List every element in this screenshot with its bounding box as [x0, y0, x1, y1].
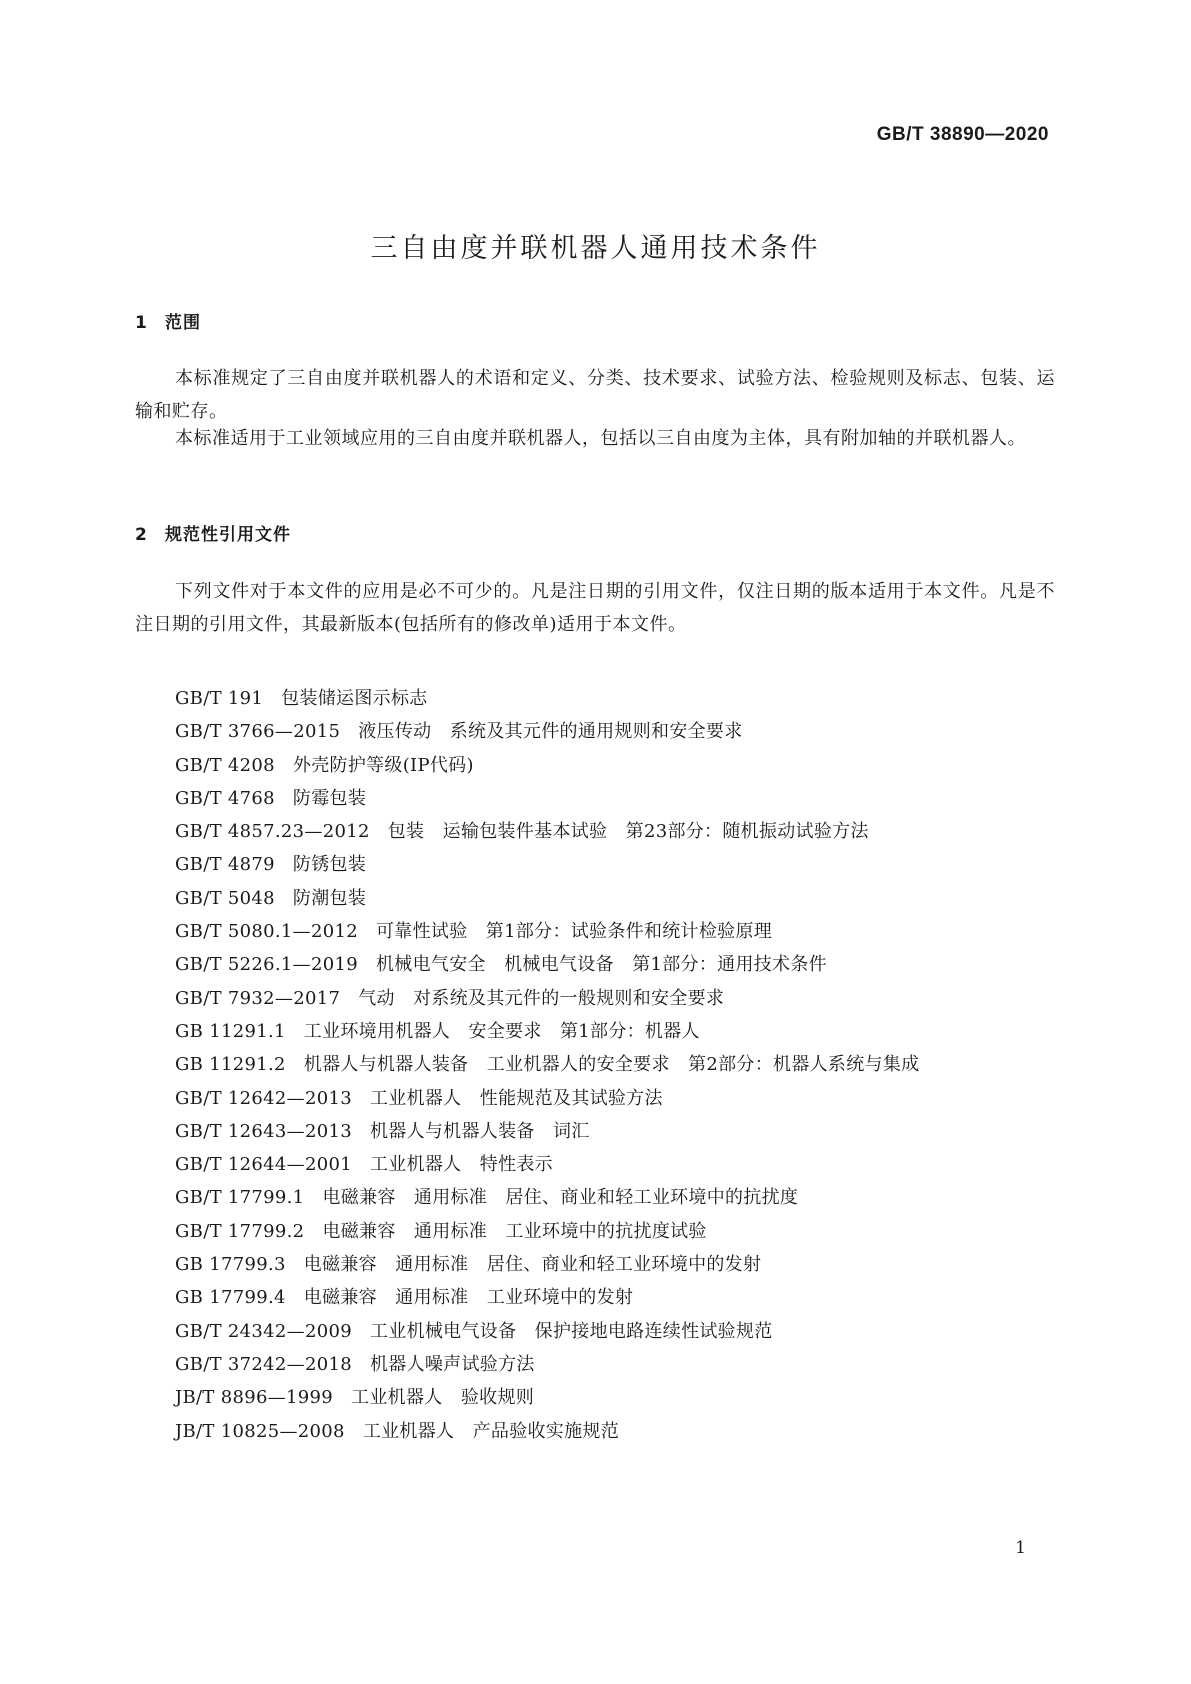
reference-title: 气动 对系统及其元件的一般规则和安全要求	[358, 987, 725, 1009]
reference-item	[175, 1148, 919, 1181]
reference-item	[175, 1115, 919, 1148]
document-code: GB/T 38890—2020	[876, 124, 1049, 145]
reference-title: 工业机器人 产品验收实施规范	[362, 1420, 620, 1442]
reference-code: GB/T 7932—2017	[175, 987, 341, 1009]
reference-code: JB/T 8896—1999	[175, 1387, 334, 1409]
reference-title: 机械电气安全 机械电气设备 第1部分：通用技术条件	[376, 954, 827, 976]
reference-item	[175, 848, 919, 881]
document-title: 三自由度并联机器人通用技术条件	[370, 233, 821, 264]
reference-item	[175, 682, 919, 715]
reference-item	[175, 1015, 919, 1048]
reference-code: GB/T 17799.1	[175, 1187, 305, 1209]
reference-code: GB 17799.3	[175, 1254, 286, 1276]
reference-title: 机器人噪声试验方法	[369, 1353, 535, 1375]
reference-code: GB/T 17799.2	[175, 1220, 305, 1242]
reference-title: 包装 运输包装件基本试验 第23部分：随机振动试验方法	[387, 821, 869, 843]
reference-item	[175, 1381, 919, 1414]
reference-title: 防潮包装	[292, 887, 367, 909]
reference-code: GB/T 12644—2001	[175, 1154, 352, 1176]
reference-title: 包装储运图示标志	[281, 688, 428, 709]
reference-title: 电磁兼容 通用标准 居住、商业和轻工业环境中的发射	[303, 1254, 762, 1276]
section-2-heading	[135, 520, 291, 545]
reference-title: 液压传动 系统及其元件的通用规则和安全要求	[358, 721, 743, 743]
section-1-number: 1	[135, 313, 148, 333]
section-2-title: 规范性引用文件	[165, 525, 291, 545]
reference-title: 电磁兼容 通用标准 居住、商业和轻工业环境中的抗扰度	[322, 1187, 799, 1209]
reference-item	[175, 1048, 919, 1081]
reference-item	[175, 1348, 919, 1381]
reference-code: GB/T 12643—2013	[175, 1120, 352, 1142]
reference-code: GB/T 3766—2015	[175, 721, 341, 743]
section-2-number: 2	[135, 525, 148, 545]
reference-title: 外壳防护等级(IP代码)	[292, 754, 474, 776]
reference-code: GB/T 37242—2018	[175, 1353, 352, 1375]
reference-title: 电磁兼容 通用标准 工业环境中的发射	[303, 1287, 634, 1309]
reference-item	[175, 948, 919, 981]
reference-code: GB 11291.1	[175, 1020, 286, 1042]
reference-title: 工业环境用机器人 安全要求 第1部分：机器人	[303, 1020, 700, 1042]
reference-code: GB 11291.2	[175, 1054, 286, 1076]
reference-item	[175, 1281, 919, 1314]
reference-code: GB 17799.4	[175, 1287, 286, 1309]
reference-title: 工业机器人 验收规则	[351, 1387, 535, 1409]
reference-item	[175, 782, 919, 815]
reference-code: GB/T 4208	[175, 754, 275, 776]
reference-item	[175, 915, 919, 948]
section-1-paragraph-2: 本标准适用于工业领域应用的三自由度并联机器人，包括以三自由度为主体，具有附加轴的并联机器人。	[175, 428, 1026, 449]
reference-list	[175, 682, 919, 1448]
reference-title: 工业机器人 特性表示	[369, 1154, 553, 1176]
reference-code: GB/T 4768	[175, 787, 275, 809]
section-1-title: 范围	[165, 313, 201, 333]
reference-item	[175, 749, 919, 782]
reference-code: GB/T 5048	[175, 887, 275, 909]
reference-title: 防霉包装	[292, 787, 367, 809]
reference-item	[175, 715, 919, 748]
reference-item	[175, 982, 919, 1015]
reference-code: GB/T 191	[175, 688, 264, 709]
reference-title: 防锈包装	[292, 854, 367, 876]
reference-code: JB/T 10825—2008	[175, 1420, 345, 1442]
reference-item	[175, 1315, 919, 1348]
reference-title: 工业机器人 性能规范及其试验方法	[369, 1087, 663, 1109]
reference-item	[175, 1415, 919, 1448]
reference-item	[175, 1248, 919, 1281]
reference-item	[175, 1181, 919, 1214]
reference-code: GB/T 4879	[175, 854, 275, 876]
reference-code: GB/T 5080.1—2012	[175, 921, 358, 943]
reference-code: GB/T 24342—2009	[175, 1320, 352, 1342]
reference-title: 电磁兼容 通用标准 工业环境中的抗扰度试验	[322, 1220, 707, 1242]
reference-code: GB/T 4857.23—2012	[175, 821, 370, 843]
reference-code: GB/T 12642—2013	[175, 1087, 352, 1109]
reference-code: GB/T 5226.1—2019	[175, 954, 358, 976]
reference-title: 机器人与机器人装备 词汇	[369, 1120, 590, 1142]
reference-title: 工业机械电气设备 保护接地电路连续性试验规范	[369, 1320, 773, 1342]
reference-item	[175, 1215, 919, 1248]
reference-title: 机器人与机器人装备 工业机器人的安全要求 第2部分：机器人系统与集成	[303, 1054, 920, 1076]
section-1-heading	[135, 308, 201, 333]
reference-item	[175, 882, 919, 915]
reference-item	[175, 815, 919, 848]
reference-item	[175, 1082, 919, 1115]
reference-title: 可靠性试验 第1部分：试验条件和统计检验原理	[376, 921, 773, 943]
page-number: 1	[1015, 1538, 1026, 1558]
section-1-paragraph-1: 本标准规定了三自由度并联机器人的术语和定义、分类、技术要求、试验方法、检验规则及标志、包装、运输和贮存。	[135, 368, 1055, 422]
section-2-intro: 下列文件对于本文件的应用是必不可少的。凡是注日期的引用文件，仅注日期的版本适用于本文件。凡是不注日期的引用文件，其最新版本(包括所有的修改单)适用于本文件。	[135, 581, 1055, 635]
